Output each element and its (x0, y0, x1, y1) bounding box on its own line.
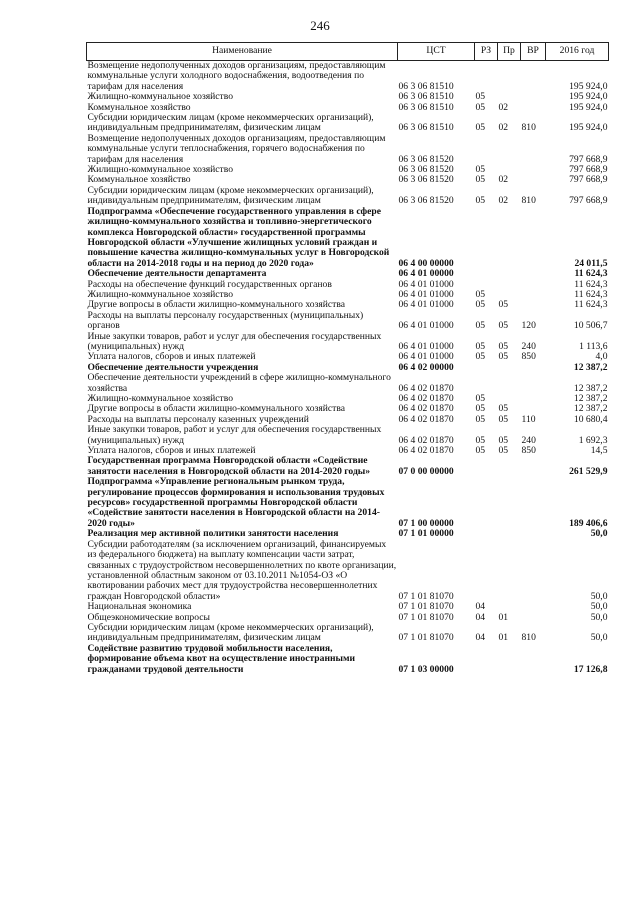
cell-vr (521, 175, 546, 185)
cell-name: Возмещение недополученных доходов организациям, предоставляющим коммунальные услуги холодного водоснабжения, водоотведения по тарифам для населения (87, 60, 386, 92)
budget-table (86, 42, 609, 675)
cell-amount: 17 126,8 (573, 663, 608, 675)
cell-rz: 05 (475, 288, 486, 300)
cell-name: Субсидии юридическим лицам (кроме некоммерческих организаций), индивидуальным предпринимателям, физическим лицам (87, 621, 374, 644)
cell-pr: 05 (498, 434, 509, 446)
cell-name: Обеспечение деятельности учреждений в сфере жилищно-коммунального хозяйства (87, 372, 391, 394)
cell-pr (498, 540, 521, 602)
cell-vr (521, 456, 546, 477)
cell-vr: 110 (521, 413, 536, 425)
cell-name: Подпрограмма «Обеспечение государственного управления в сфере жилищно-коммунального хозяйства и топливно-энергетического комплекса Новгородской области» государственной программы Новгородской области «Улучшение жилищных условий граждан и повышение качества жилищно-коммунальных услуг в Новгородской области на 2014-2018 годы и на период до 2020 года» (87, 205, 390, 269)
cell-pr (498, 363, 521, 373)
cell-cst: 06 3 06 81510 (398, 91, 454, 103)
cell-rz: 05 (475, 174, 486, 186)
cell-vr: 120 (521, 320, 536, 332)
table-row (87, 207, 609, 269)
cell-pr: 02 (498, 174, 509, 186)
cell-name: Жилищно-коммунальное хозяйство (87, 393, 234, 404)
cell-amount: 12 387,2 (573, 361, 608, 373)
cell-cst: 07 1 00 00000 (398, 517, 454, 529)
cell-amount: 11 624,3 (574, 268, 608, 280)
cell-cst: 07 0 00 00000 (398, 465, 454, 477)
cell-vr: 850 (521, 351, 536, 363)
cell-cst: 06 4 01 01000 (398, 351, 454, 363)
table-row (87, 477, 609, 529)
cell-rz: 05 (475, 351, 486, 363)
cell-name: Расходы на выплаты персоналу государственных (муниципальных) органов (87, 309, 364, 332)
cell-amount: 189 406,6 (569, 517, 608, 529)
cell-amount: 11 624,3 (574, 278, 608, 290)
cell-name: Другие вопросы в области жилищно-коммунального хозяйства (87, 403, 346, 415)
table-row (87, 425, 609, 446)
cell-vr (521, 300, 546, 310)
cell-rz: 05 (475, 122, 486, 134)
cell-cst: 06 4 02 01870 (398, 393, 454, 404)
cell-rz: 04 (475, 611, 486, 623)
cell-name: Жилищно-коммунальное хозяйство (87, 164, 234, 176)
cell-cst: 06 4 01 00000 (398, 268, 454, 280)
cell-vr: 810 (521, 632, 536, 644)
cell-rz (475, 540, 498, 602)
cell-rz: 05 (475, 340, 486, 352)
cell-vr (521, 290, 546, 300)
cell-name: Уплата налогов, сборов и иных платежей (87, 445, 256, 457)
cell-vr: 240 (521, 434, 536, 446)
table-row (87, 644, 609, 675)
cell-vr (521, 61, 546, 93)
header-pr: Пр (498, 43, 521, 61)
cell-name: Иные закупки товаров, работ и услуг для обеспечения государственных (муниципальных) нужд (87, 424, 382, 446)
cell-cst: 07 1 01 81070 (398, 590, 454, 602)
cell-cst: 07 1 01 00000 (398, 528, 454, 540)
cell-amount: 11 624,3 (574, 299, 608, 311)
table-row (87, 269, 609, 279)
cell-name: Расходы на обеспечение функций государственных органов (87, 278, 332, 290)
cell-vr (521, 269, 546, 279)
cell-vr (521, 207, 546, 269)
cell-name: Иные закупки товаров, работ и услуг для обеспечения государственных (муниципальных) нужд (87, 330, 382, 352)
cell-amount: 50,0 (590, 611, 608, 623)
cell-name: Другие вопросы в области жилищно-коммунального хозяйства (87, 299, 346, 311)
table-row (87, 186, 609, 207)
cell-amount: 11 624,3 (574, 288, 608, 300)
cell-rz: 05 (475, 413, 486, 425)
cell-vr (521, 165, 546, 175)
cell-amount: 50,0 (590, 590, 608, 602)
table-row (87, 456, 609, 477)
cell-cst: 06 3 06 81520 (398, 174, 454, 186)
cell-vr (521, 394, 546, 404)
cell-cst: 07 1 01 81070 (398, 601, 454, 613)
cell-rz: 05 (475, 393, 486, 404)
cell-name: Жилищно-коммунальное хозяйство (87, 288, 234, 300)
cell-pr (498, 269, 521, 279)
cell-cst: 06 4 00 00000 (398, 257, 454, 269)
cell-rz (475, 529, 498, 539)
table-body (87, 61, 609, 675)
cell-pr: 02 (498, 101, 509, 113)
cell-vr (521, 92, 546, 102)
cell-pr: 01 (498, 611, 509, 623)
cell-cst: 07 1 03 00000 (398, 663, 454, 675)
cell-rz (475, 134, 498, 165)
cell-amount: 1 113,6 (579, 340, 608, 352)
cell-pr (498, 644, 521, 675)
cell-pr: 05 (498, 340, 509, 352)
cell-rz (475, 477, 498, 529)
cell-cst: 06 4 02 01870 (398, 382, 454, 394)
cell-cst: 06 4 01 01000 (398, 340, 454, 352)
cell-amount: 10 506,7 (573, 320, 608, 332)
cell-name: Содействие развитию трудовой мобильности населения, формирование объема квот на осуществление иностранными гражданами трудовой деятельности (87, 642, 356, 675)
cell-pr (498, 280, 521, 290)
cell-cst: 06 4 02 00000 (398, 361, 454, 373)
cell-amount: 4,0 (595, 351, 608, 363)
cell-rz: 05 (475, 320, 486, 332)
cell-vr (521, 613, 546, 623)
cell-rz: 05 (475, 91, 486, 103)
cell-rz: 05 (475, 434, 486, 446)
table-row (87, 623, 609, 644)
cell-cst: 06 4 02 01870 (398, 403, 454, 415)
cell-pr: 05 (498, 413, 509, 425)
cell-vr (521, 477, 546, 529)
cell-vr: 810 (521, 122, 536, 134)
cell-cst: 07 1 01 81070 (398, 611, 454, 623)
cell-pr: 05 (498, 351, 509, 363)
cell-rz: 04 (475, 632, 486, 644)
cell-cst: 06 4 02 01870 (398, 434, 454, 446)
cell-vr: 240 (521, 340, 536, 352)
cell-name: Коммунальное хозяйство (87, 101, 191, 113)
cell-rz: 05 (475, 403, 486, 415)
cell-name: Общеэкономические вопросы (87, 611, 210, 623)
cell-name: Обеспечение деятельности департамента (87, 268, 267, 280)
cell-amount: 24 011,5 (574, 257, 608, 269)
cell-amount: 195 924,0 (569, 122, 608, 134)
cell-cst: 06 4 02 01870 (398, 445, 454, 457)
cell-amount: 50,0 (590, 632, 608, 644)
cell-pr: 05 (498, 445, 509, 457)
cell-cst: 06 3 06 81520 (398, 164, 454, 176)
cell-amount: 797 668,9 (569, 195, 608, 207)
cell-pr: 05 (498, 320, 509, 332)
cell-amount: 797 668,9 (569, 174, 608, 186)
cell-cst: 06 4 01 01000 (398, 320, 454, 332)
cell-amount: 12 387,2 (573, 382, 608, 394)
cell-vr (521, 602, 546, 612)
cell-name: Подпрограмма «Управление региональным рынком труда, регулирование процессов формирования и использования трудовых ресурсов» государственной программы Новгородской области «Содействие занятости населения в Новгородской области на 2014-2020 годы» (87, 476, 385, 529)
cell-rz (475, 373, 498, 394)
table-row (87, 540, 609, 602)
cell-rz: 05 (475, 101, 486, 113)
cell-amount: 797 668,9 (569, 164, 608, 176)
cell-amount: 12 387,2 (573, 393, 608, 404)
cell-name: Расходы на выплаты персоналу казенных учреждений (87, 413, 309, 425)
cell-name: Государственная программа Новгородской области «Содействие занятости населения в Новгородской области на 2014-2020 годы» (87, 455, 371, 477)
cell-pr: 01 (498, 632, 509, 644)
cell-pr (498, 61, 521, 93)
cell-vr (521, 540, 546, 602)
cell-rz (475, 363, 498, 373)
cell-name: Коммунальное хозяйство (87, 174, 191, 186)
cell-rz: 05 (475, 195, 486, 207)
cell-rz: 05 (475, 445, 486, 457)
cell-amount: 797 668,9 (569, 153, 608, 165)
cell-rz: 04 (475, 601, 486, 613)
cell-vr: 810 (521, 195, 536, 207)
cell-amount: 195 924,0 (569, 80, 608, 92)
cell-rz (475, 644, 498, 675)
cell-name: Субсидии юридическим лицам (кроме некоммерческих организаций), индивидуальным предпринимателям, физическим лицам (87, 184, 374, 207)
cell-name: Обеспечение деятельности учреждения (87, 361, 259, 373)
cell-cst: 06 3 06 81520 (398, 195, 454, 207)
cell-cst: 06 3 06 81510 (398, 101, 454, 113)
cell-cst: 06 4 01 01000 (398, 278, 454, 290)
cell-cst: 06 3 06 81510 (398, 80, 454, 92)
table-row (87, 61, 609, 93)
cell-pr (498, 529, 521, 539)
table-row (87, 134, 609, 165)
table-header-row (87, 43, 609, 61)
cell-pr: 05 (498, 403, 509, 415)
cell-pr: 02 (498, 122, 509, 134)
cell-pr (498, 207, 521, 269)
header-vr: ВР (521, 43, 546, 61)
cell-vr (521, 644, 546, 675)
cell-rz: 05 (475, 299, 486, 311)
cell-cst: 06 4 01 01000 (398, 299, 454, 311)
cell-amount: 261 529,9 (569, 465, 608, 477)
cell-amount: 195 924,0 (569, 101, 608, 113)
cell-cst: 06 3 06 81510 (398, 122, 454, 134)
page-number: 246 (310, 18, 330, 33)
header-name: Наименование (87, 43, 398, 61)
cell-rz (475, 61, 498, 93)
cell-amount: 195 924,0 (569, 91, 608, 103)
cell-pr (498, 373, 521, 394)
cell-pr (498, 134, 521, 165)
cell-amount: 10 680,4 (573, 413, 608, 425)
cell-amount: 1 692,3 (578, 434, 608, 446)
cell-name: Национальная экономика (87, 601, 192, 613)
cell-name: Субсидии работодателям (за исключением организаций, финансируемых из федерального бюджета) на выплату компенсации части затрат, связанных с трудоустройством несовершеннолетних по квоте организации, установленной областным законом от 03.10.2011 №1054-ОЗ «О квотировании рабочих мест для трудоустройства несовершеннолетних граждан Новгородской области» (87, 538, 397, 602)
cell-vr (521, 134, 546, 165)
cell-cst: 06 4 02 01870 (398, 413, 454, 425)
table-row (87, 602, 609, 612)
header-cst: ЦСТ (398, 43, 475, 61)
cell-name: Реализация мер активной политики занятости населения (87, 528, 339, 540)
cell-vr (521, 280, 546, 290)
cell-amount: 14,5 (590, 445, 608, 457)
cell-pr (498, 602, 521, 612)
cell-pr: 05 (498, 299, 509, 311)
cell-pr (498, 456, 521, 477)
cell-name: Субсидии юридическим лицам (кроме некоммерческих организаций), индивидуальным предпринимателям, физическим лицам (87, 112, 374, 134)
cell-name: Жилищно-коммунальное хозяйство (87, 91, 234, 103)
cell-amount: 50,0 (590, 601, 608, 613)
cell-vr (521, 529, 546, 539)
cell-name: Возмещение недополученных доходов организациям, предоставляющим коммунальные услуги теплоснабжения, горячего водоснабжения по тарифам для населения (87, 132, 386, 165)
header-amount: 2016 год (546, 43, 609, 61)
table-row (87, 113, 609, 134)
cell-amount: 50,0 (590, 528, 608, 540)
table-row (87, 332, 609, 353)
cell-rz (475, 456, 498, 477)
cell-pr: 02 (498, 195, 509, 207)
cell-rz (475, 269, 498, 279)
cell-vr (521, 363, 546, 373)
cell-cst: 06 3 06 81520 (398, 153, 454, 165)
cell-pr (498, 477, 521, 529)
cell-name: Уплата налогов, сборов и иных платежей (87, 351, 256, 363)
cell-cst: 06 4 01 01000 (398, 288, 454, 300)
header-rz: РЗ (475, 43, 498, 61)
cell-rz (475, 207, 498, 269)
cell-cst: 07 1 01 81070 (398, 632, 454, 644)
cell-vr: 850 (521, 445, 536, 457)
cell-amount: 12 387,2 (573, 403, 608, 415)
cell-vr (521, 373, 546, 394)
table-row (87, 311, 609, 332)
table-row (87, 373, 609, 394)
cell-vr (521, 103, 546, 113)
cell-rz: 05 (475, 164, 486, 176)
